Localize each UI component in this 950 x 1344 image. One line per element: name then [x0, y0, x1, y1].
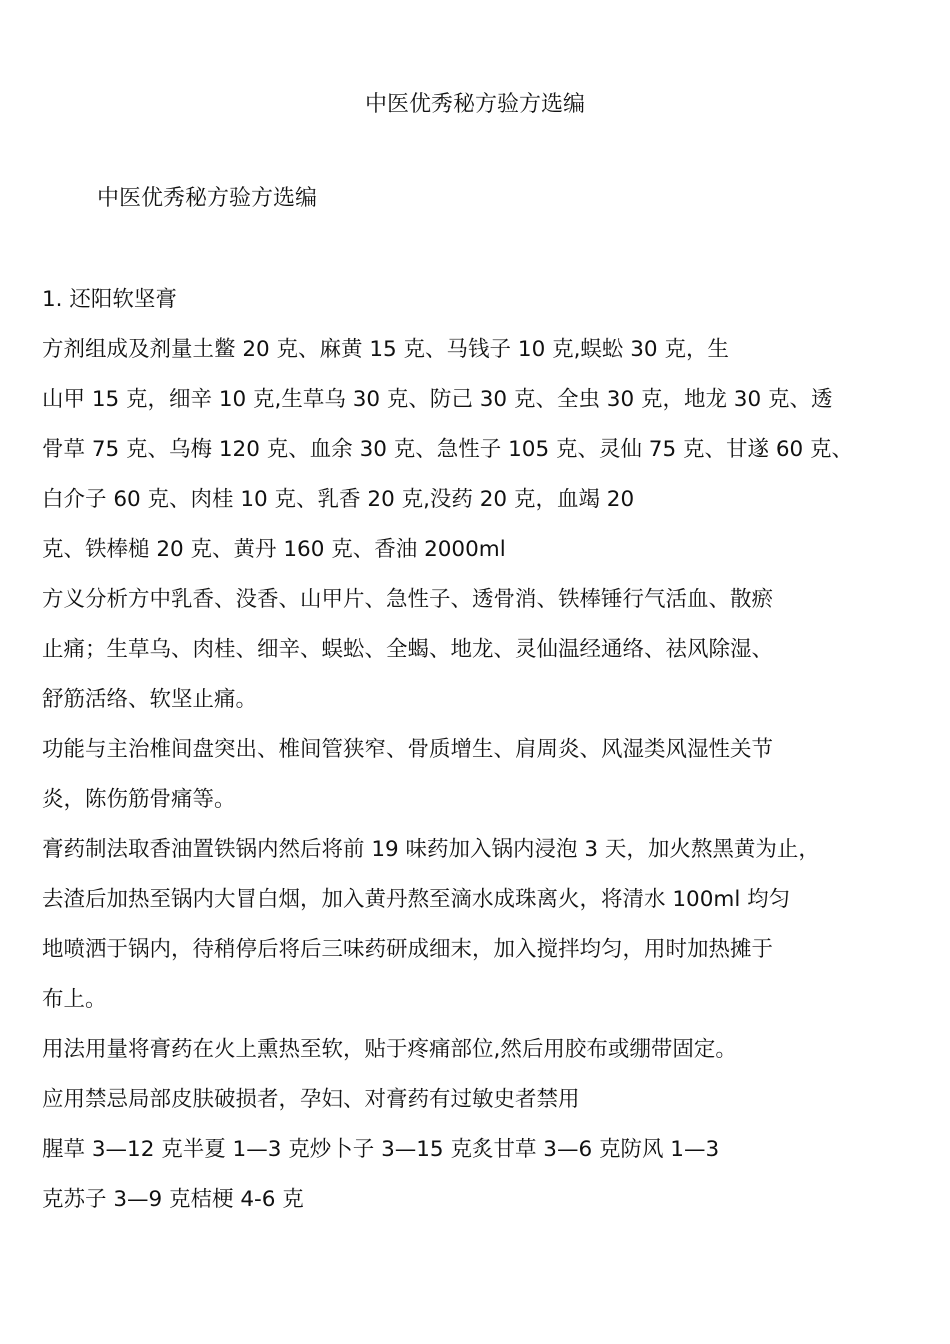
section-heading: 1. 还阳软坚膏 — [42, 287, 177, 312]
body-line: 应用禁忌局部皮肤破损者，孕妇、对膏药有过敏史者禁用 — [42, 1087, 580, 1112]
body-line: 山甲 15 克，细辛 10 克,生草乌 30 克、防己 30 克、全虫 30 克，地龙 30 克、透 — [42, 387, 833, 412]
document-title: 中医优秀秘方验方选编 — [364, 92, 585, 117]
body-line: 骨草 75 克、乌梅 120 克、血余 30 克、急性子 105 克、灵仙 75 克、甘遂 60 克、 — [42, 437, 854, 462]
body-line: 腥草 3—12 克半夏 1—3 克炒卜子 3—15 克炙甘草 3—6 克防风 1—3 — [42, 1137, 720, 1162]
body-line: 方剂组成及剂量土鳖 20 克、麻黄 15 克、马钱子 10 克,蜈蚣 30 克，生 — [42, 337, 729, 362]
body-line: 去渣后加热至锅内大冒白烟，加入黄丹熬至滴水成珠离火，将清水 100ml 均匀 — [42, 887, 791, 912]
document-subtitle: 中医优秀秘方验方选编 — [97, 186, 318, 211]
body-line: 克苏子 3—9 克桔梗 4-6 克 — [42, 1187, 304, 1212]
body-line: 克、铁棒槌 20 克、黄丹 160 克、香油 2000ml — [42, 537, 506, 562]
body-line: 膏药制法取香油置铁锅内然后将前 19 味药加入锅内浸泡 3 天，加火熬黑黄为止， — [42, 837, 820, 862]
body-line: 舒筋活络、软坚止痛。 — [42, 687, 258, 712]
body-line: 地喷洒于锅内，待稍停后将后三味药研成细末，加入搅拌均匀，用时加热摊于 — [42, 937, 774, 962]
body-line: 方义分析方中乳香、没香、山甲片、急性子、透骨消、铁棒锤行气活血、散瘀 — [42, 587, 774, 612]
body-line: 白介子 60 克、肉桂 10 克、乳香 20 克,没药 20 克，血竭 20 — [42, 487, 635, 512]
body-line: 用法用量将膏药在火上熏热至软，贴于疼痛部位,然后用胶布或绷带固定。 — [42, 1037, 737, 1062]
body-line: 布上。 — [42, 987, 107, 1012]
document-body — [42, 283, 932, 1233]
body-line: 止痛；生草乌、肉桂、细辛、蜈蚣、全蝎、地龙、灵仙温经通络、祛风除湿、 — [42, 637, 774, 662]
body-line: 炎，陈伤筋骨痛等。 — [42, 787, 236, 812]
body-line: 功能与主治椎间盘突出、椎间管狭窄、骨质增生、肩周炎、风湿类风湿性关节 — [42, 737, 774, 762]
